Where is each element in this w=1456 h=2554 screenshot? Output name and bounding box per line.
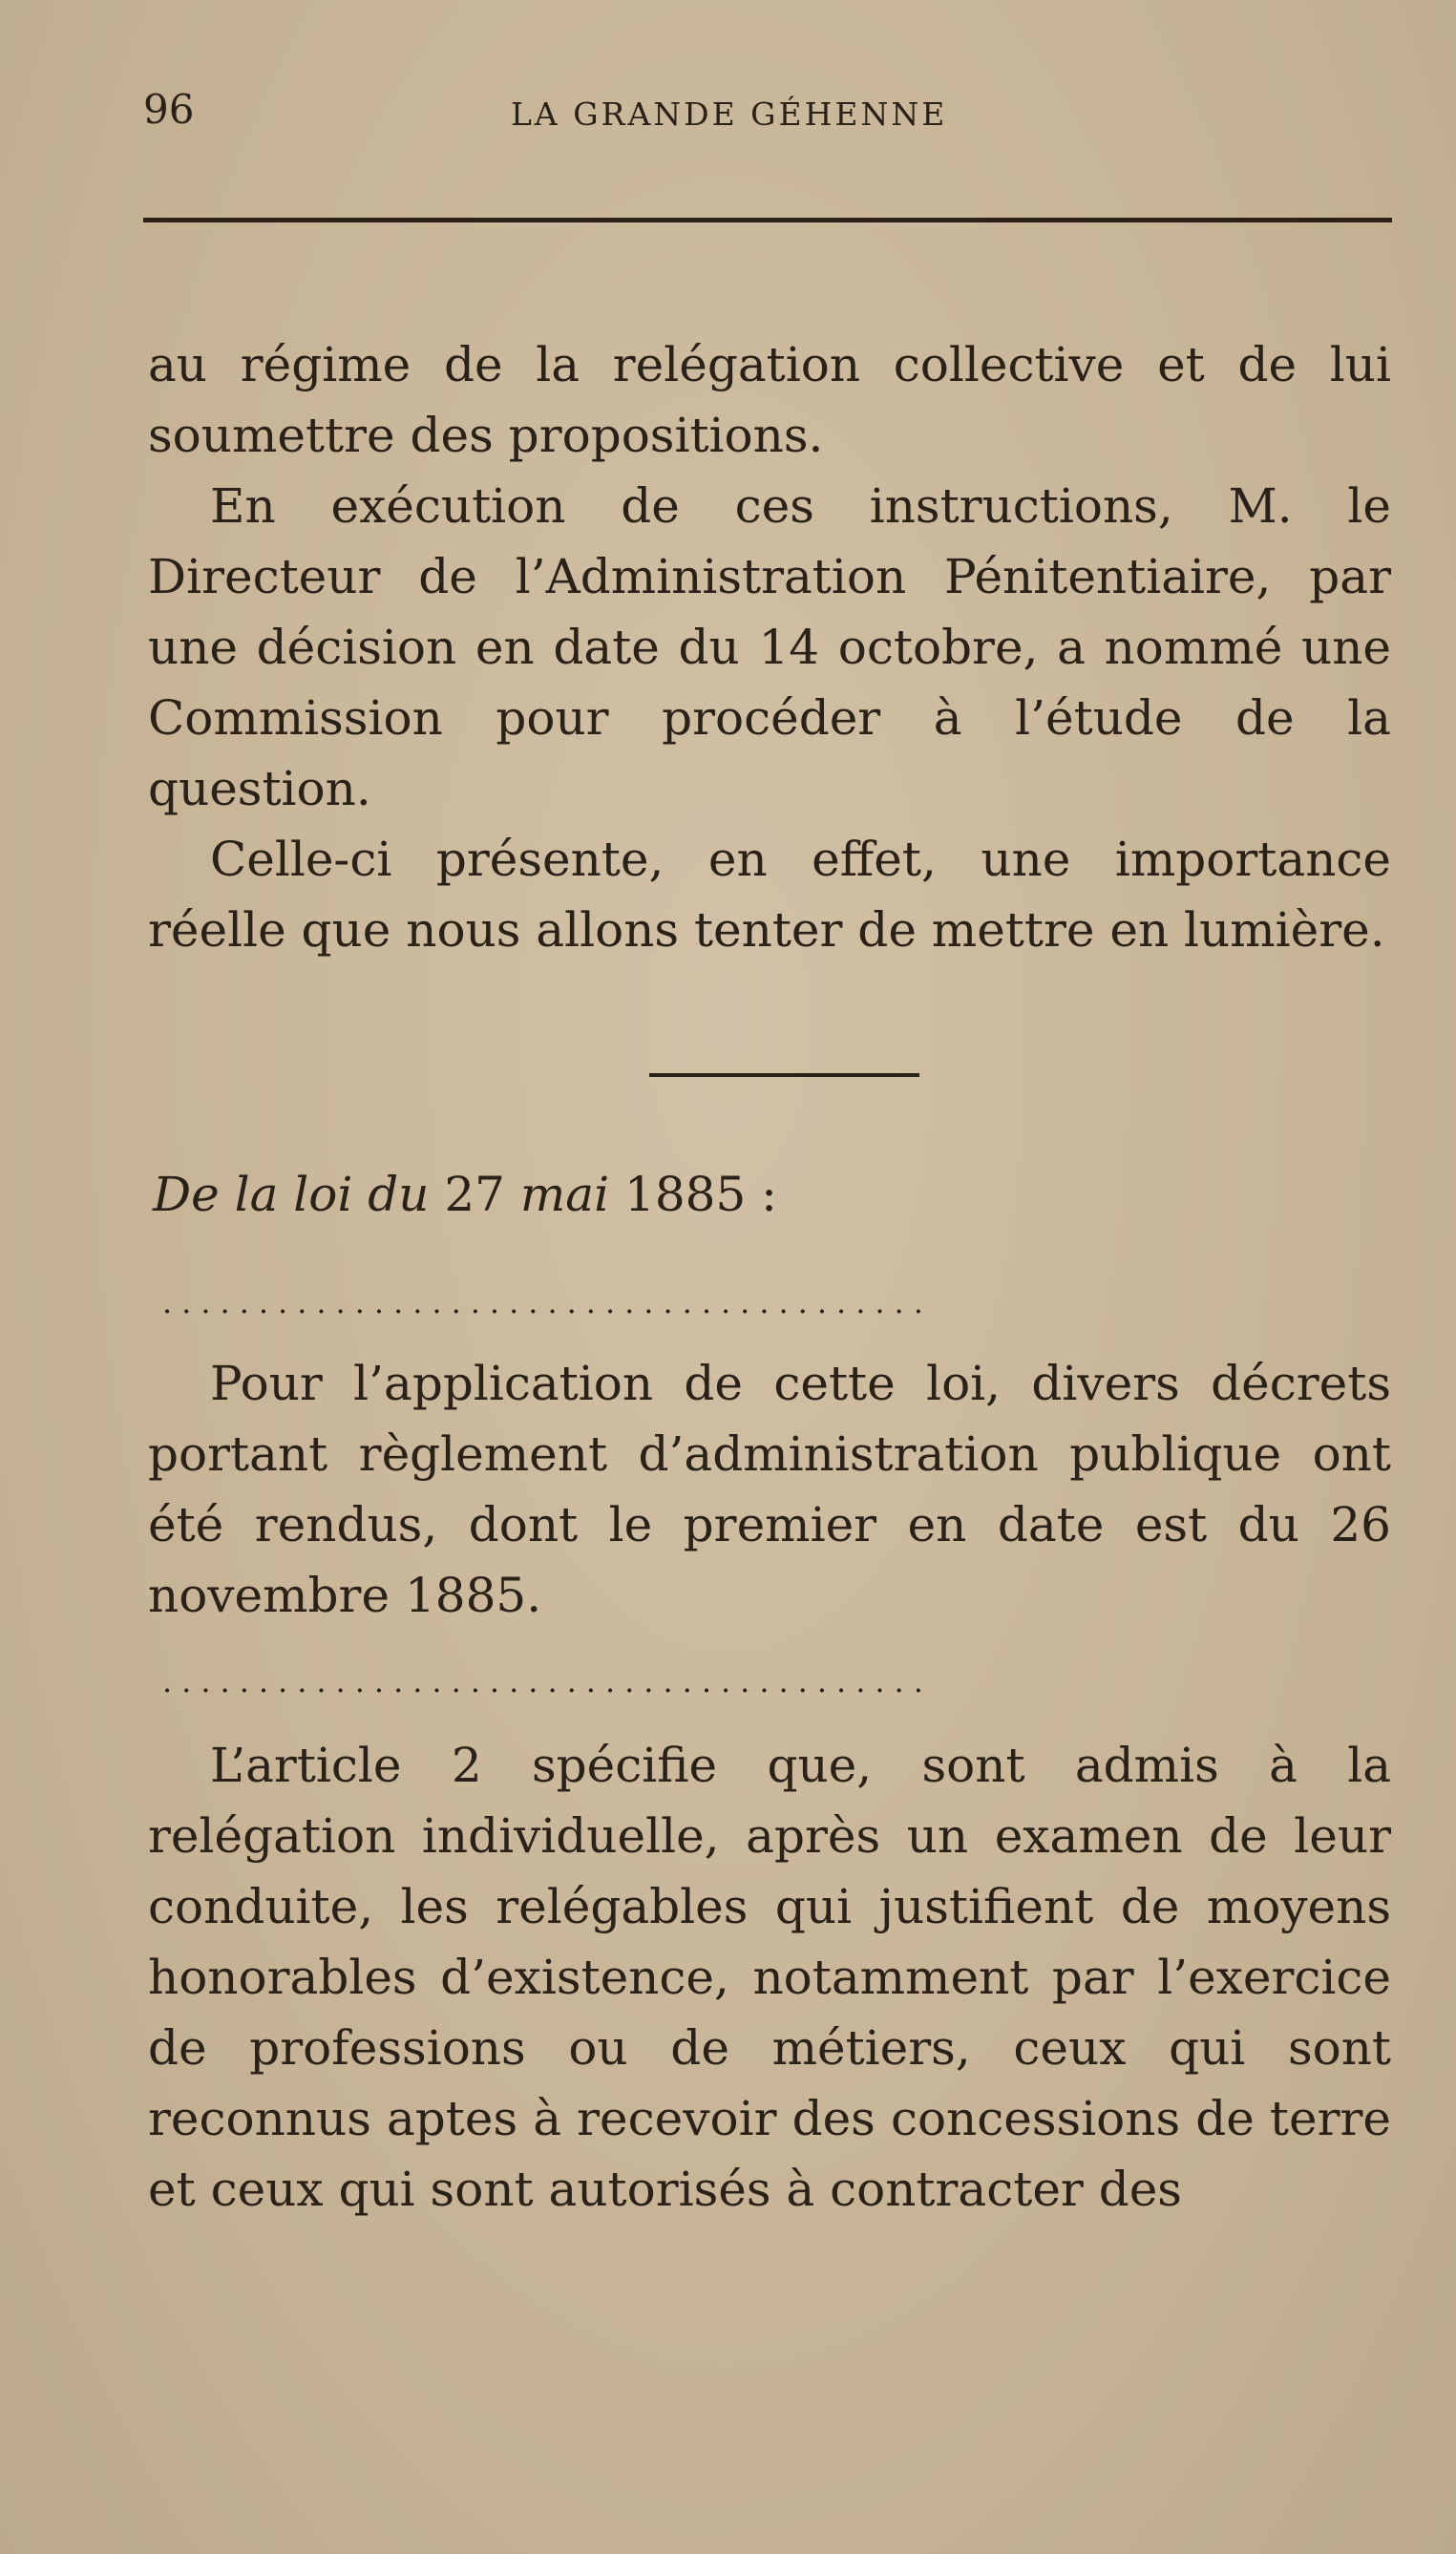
running-title: LA GRANDE GÉHENNE (511, 95, 948, 133)
page-header (143, 86, 1389, 143)
header-rule (143, 218, 1392, 222)
section-rule (649, 1073, 919, 1077)
page-number: 96 (143, 86, 195, 133)
heading-italic: De la loi du (153, 1167, 430, 1222)
body-text-middle (148, 1348, 1391, 1631)
ellipsis-row: ........................................ (162, 1663, 933, 1699)
heading-month: mai (519, 1167, 610, 1222)
paragraph-importance: Celle-ci présente, en effet, une importance réelle que nous allons tenter de mettre en lumière. (148, 832, 1391, 958)
paragraph-application: Pour l’application de cette loi, divers décrets portant règlement d’administration publique ont été rendus, dont le premier en date est du 26 novembre 1885. (148, 1356, 1391, 1623)
section-heading (153, 1167, 777, 1222)
body-text-top (148, 329, 1391, 965)
body-text-bottom (148, 1730, 1391, 2225)
ellipsis-row: ........................................ (162, 1284, 933, 1320)
heading-day: 27 (444, 1167, 505, 1222)
heading-year: 1885 : (624, 1167, 778, 1222)
paragraph-article-2: L’article 2 spécifie que, sont admis à la relégation individuelle, après un examen de leur conduite, les relégables qui justifient de moyens honorables d’existence, notamment par l’exercice de professions ou de métiers, ceux qui sont reconnus aptes à recevoir des concessions de terre et ceux qui sont autorisés à contracter des (148, 1738, 1391, 2217)
paragraph-continuation: au régime de la relégation collective et de lui soumettre des propositions. (148, 337, 1391, 463)
paragraph-instructions: En exécution de ces instructions, M. le Directeur de l’Administration Pénitentiaire, par une décision en date du 14 octobre, a nommé une Commission pour procéder à l’étude de la question. (148, 478, 1391, 816)
